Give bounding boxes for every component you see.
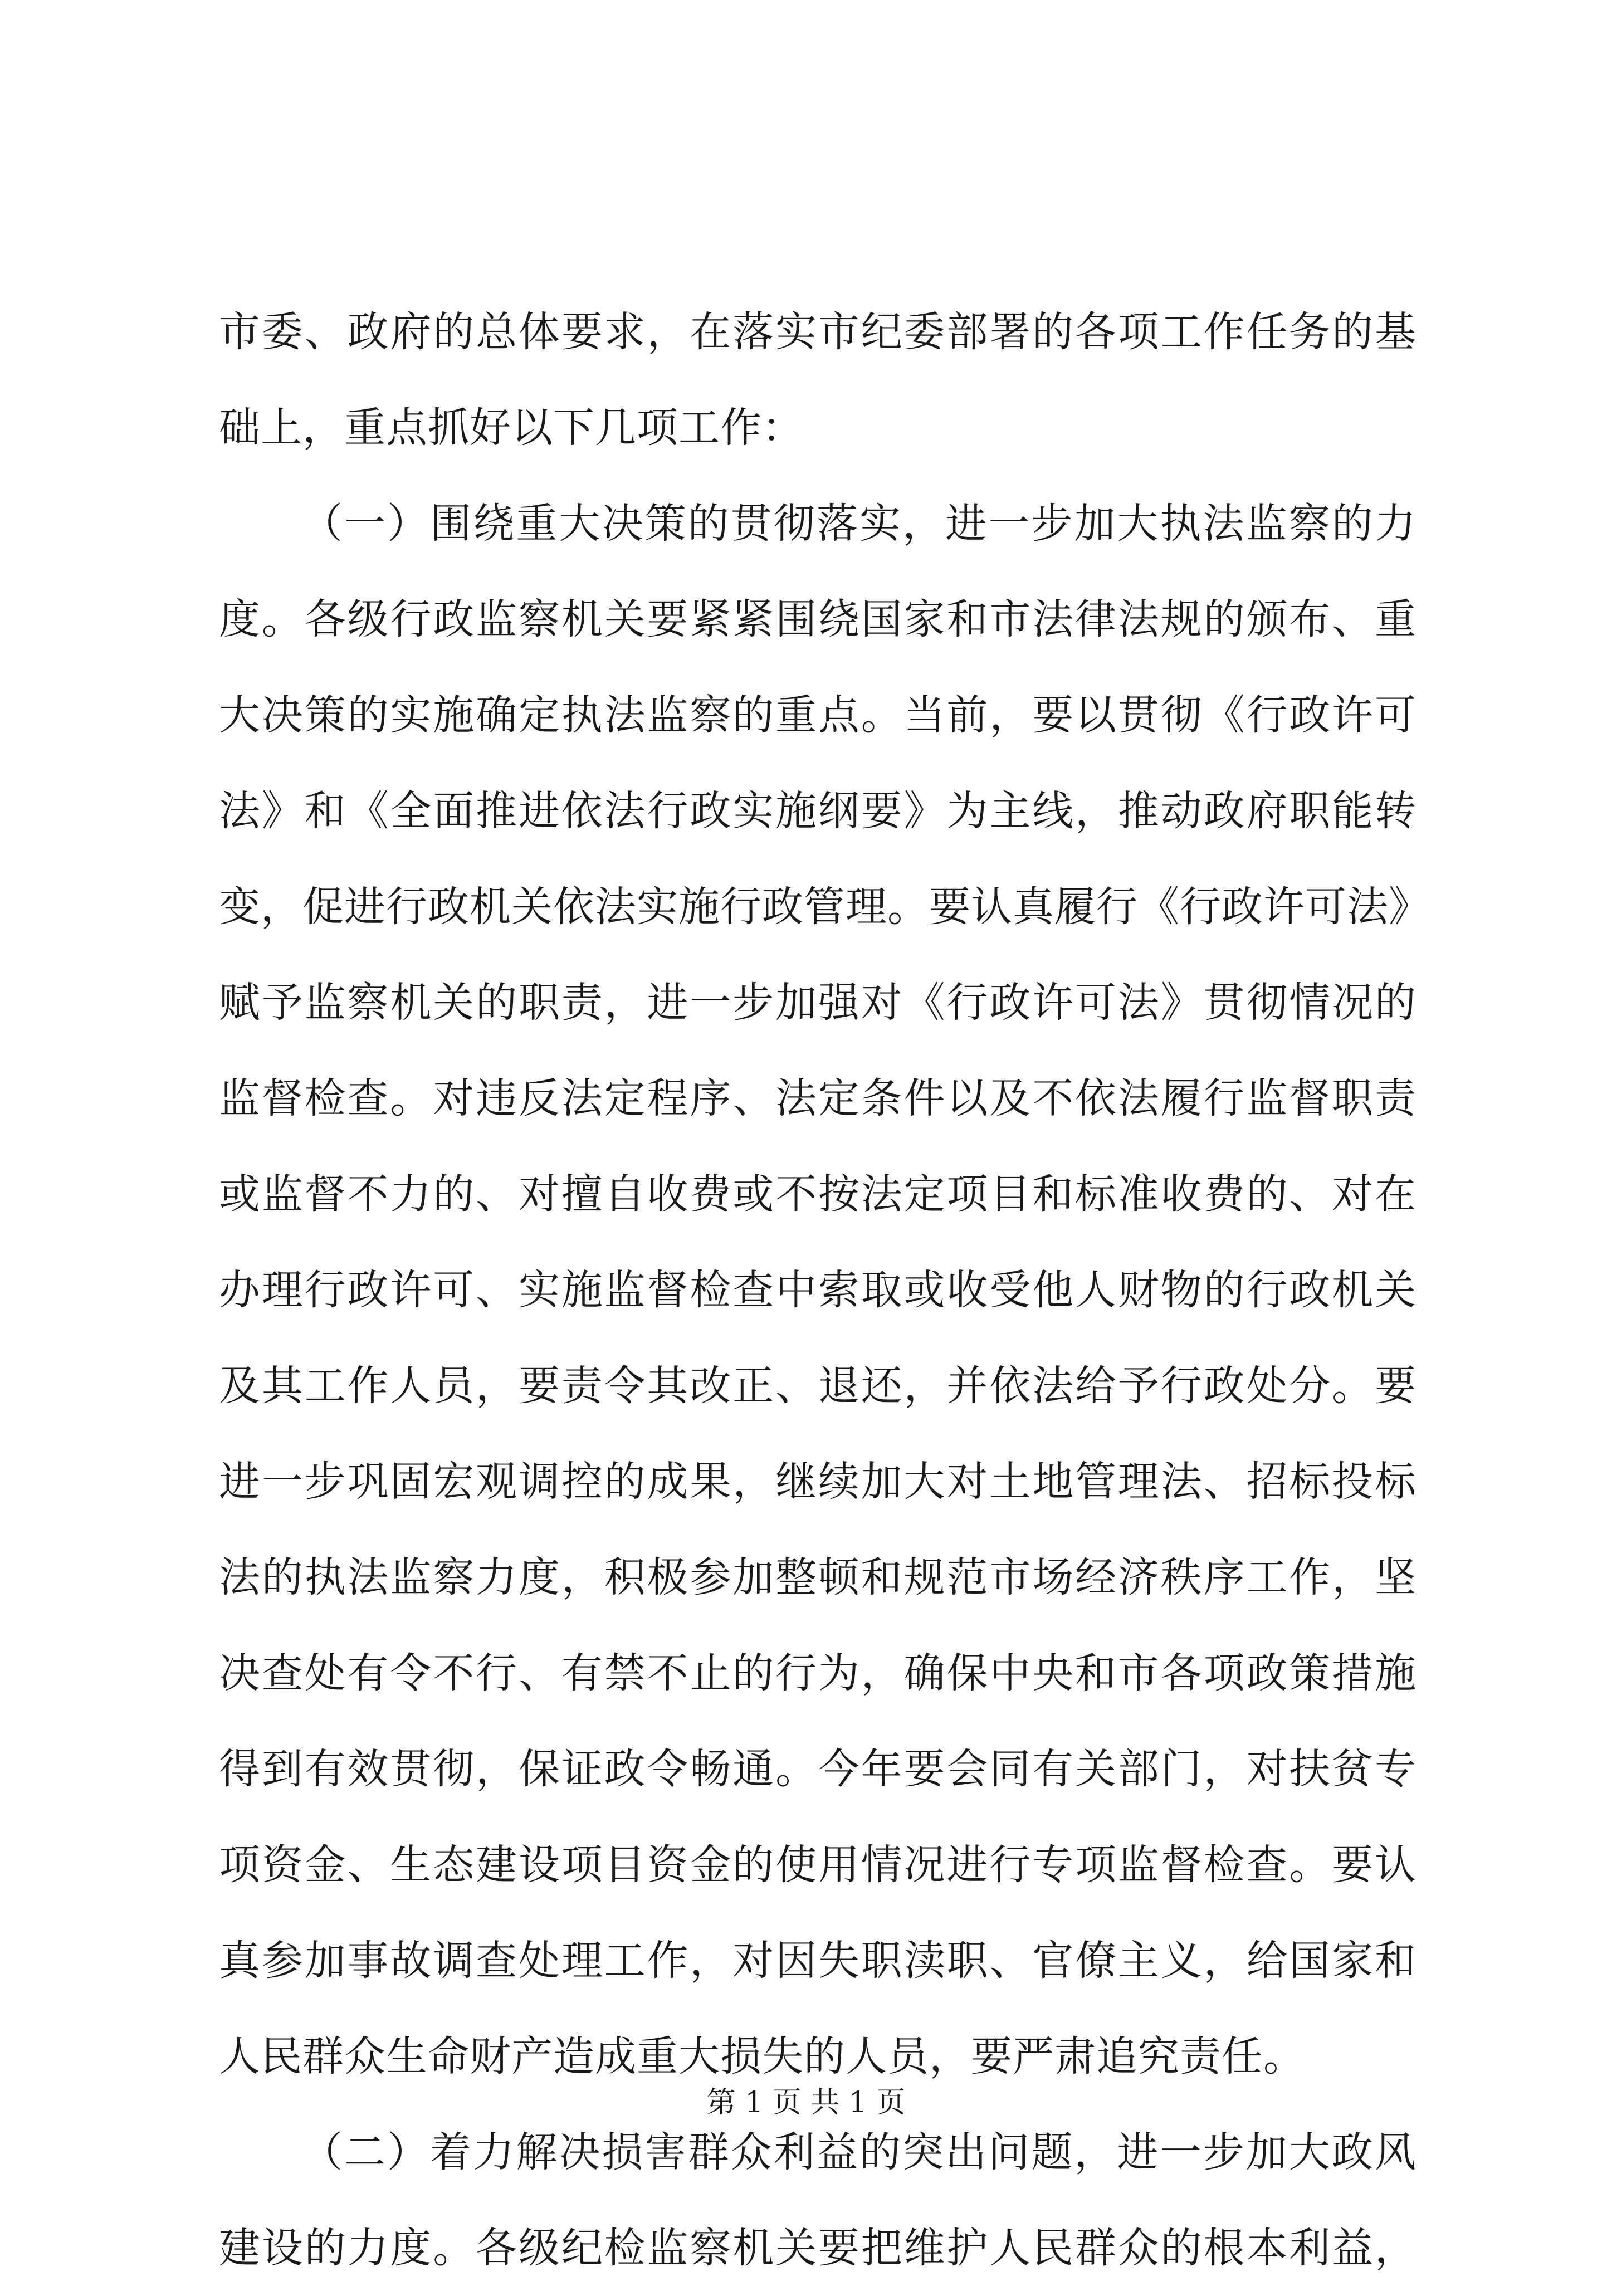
text-line: 变，促进行政机关依法实施行政管理。要认真履行《行政许可法》 [219,883,1430,931]
text-line: 监督检查。对违反法定程序、法定条件以及不依法履行监督职责 [219,1074,1416,1122]
text-line: 市委、政府的总体要求，在落实市纪委部署的各项工作任务的基 [219,308,1416,356]
text-line: 真参加事故调查处理工作，对因失职渎职、官僚主义，给国家和 [219,1937,1416,1985]
body-text [219,284,1430,2296]
text-line: 人民群众生命财产造成重大损失的人员，要严肃追究责任。 [219,2033,1305,2080]
text-line: （一）围绕重大决策的贯彻落实，进一步加大执法监察的力 [301,500,1416,548]
text-line: 法的执法监察力度，积极参加整顿和规范市场经济秩序工作，坚 [219,1554,1416,1601]
text-line: 决查处有令不行、有禁不止的行为，确保中央和市各项政策措施 [219,1649,1416,1697]
text-line: 度。各级行政监察机关要紧紧围绕国家和市法律法规的颁布、重 [219,595,1416,643]
text-line: 赋予监察机关的职责，进一步加强对《行政许可法》贯彻情况的 [219,979,1416,1027]
text-line: 建设的力度。各级纪检监察机关要把维护人民群众的根本利益， [219,2224,1416,2272]
text-line: 础上，重点抓好以下几项工作： [219,404,804,452]
text-line: 办理行政许可、实施监督检查中索取或收受他人财物的行政机关 [219,1266,1416,1314]
text-line: 大决策的实施确定执法监察的重点。当前，要以贯彻《行政许可 [219,691,1416,739]
text-line: （二）着力解决损害群众利益的突出问题，进一步加大政风 [301,2128,1416,2176]
text-line: 进一步巩固宏观调控的成果，继续加大对土地管理法、招标投标 [219,1458,1416,1506]
text-line: 项资金、生态建设项目资金的使用情况进行专项监督检查。要认 [219,1841,1416,1889]
page-footer: 第 1 页 共 1 页 [706,2086,906,2119]
text-line: 得到有效贯彻，保证政令畅通。今年要会同有关部门，对扶贫专 [219,1745,1416,1793]
text-line: 法》和《全面推进依法行政实施纲要》为主线，推动政府职能转 [219,787,1416,835]
text-line: 或监督不力的、对擅自收费或不按法定项目和标准收费的、对在 [219,1170,1416,1218]
text-line: 及其工作人员，要责令其改正、退还，并依法给予行政处分。要 [219,1362,1416,1410]
